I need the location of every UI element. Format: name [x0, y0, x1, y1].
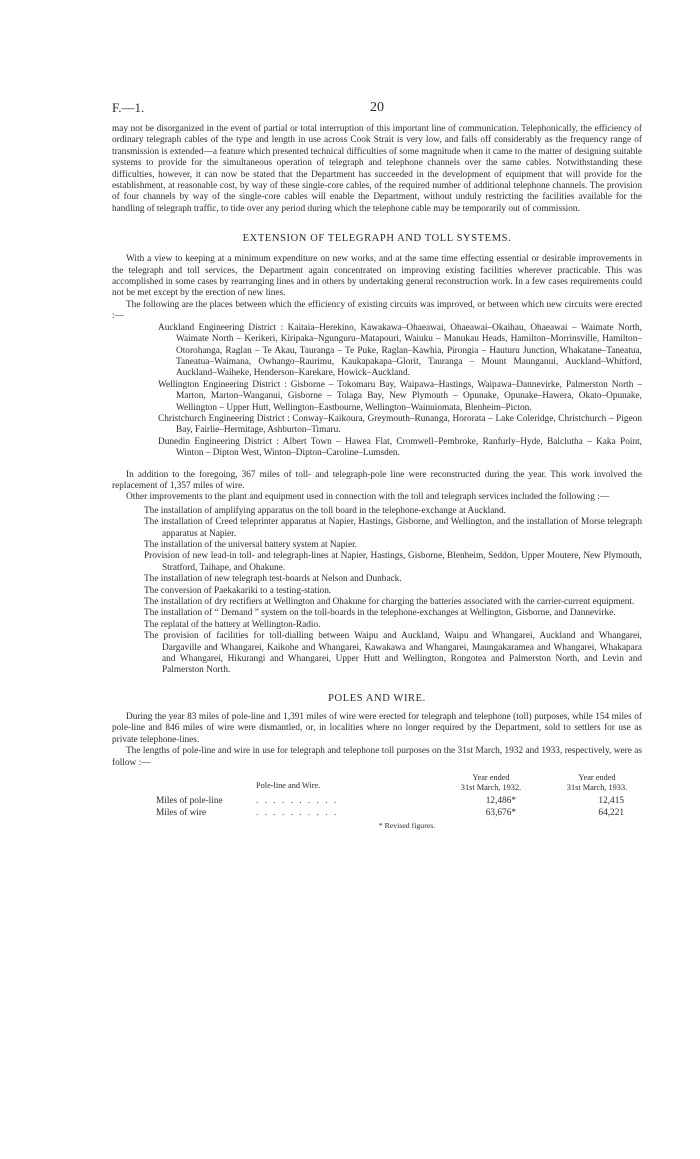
table-row — [156, 796, 642, 807]
row-label: Miles of wire — [156, 807, 207, 818]
section-title-poles-and-wire: POLES AND WIRE. — [328, 692, 426, 704]
district-auckland: Auckland Engineering District : Kaitaia–Herekino, Kawakawa–Ohaeawai, Ohaeawai–Okaihau, Ohaeawai – Waimate North, Waimate North – Kerikeri, Kiripaka–Ngunguru–Matapouri, Waiuku – Manukau Heads, Hamilton–Morrinsville, Hamilton–Otorohanga, Raglan – Te Akau, Tauranga – Te Puke, Raglan–Kawhia, Pirongia – Hauturu Junction, Whakatane–Taneatua, Taneatua–Waimana, Owhango–Raurimu, Kaukapakapa–Glorit, Tauranga – Mount Maunganui, Auckland–Whitford, Auckland–Waiheke, Henderson–Karekare, Howick–Auckland. — [158, 322, 642, 379]
table-header-1933-line1: Year ended — [578, 772, 616, 782]
improvement-item: The provision of facilities for toll-dialling between Waipu and Auckland, Waipu and Whangarei, Auckland and Whangarei, Dargaville and Whangarei, Kaikohe and Whangarei, Kawakawa and Whangarei, Maungakaramea and Whangarei, Whakapara and Whangarei, Hikurangi and Whangarei, Upper Hutt and Wellington, Rongotea and Palmerston North, and Levin and Palmerston North. — [144, 631, 642, 676]
improvement-item: The installation of Creed teleprinter apparatus at Napier, Hastings, Gisborne, and Wellington, and the installation of Morse telegraph apparatus at Napier. — [144, 517, 642, 539]
extension-paragraph-1: With a view to keeping at a minimum expenditure on new works, and at the same time effecting essential or desirable improvements in the telegraph and toll services, the Department again concentrated on improving existing facilities wherever practicable. This was accomplished in some cases by rearranging lines and in others by undertaking general reconstruction work. In a few cases requirements could not be met except by the erection of new lines. — [112, 254, 642, 299]
improvement-item: The installation of the universal battery system at Napier. — [144, 540, 357, 550]
table-header-1932 — [446, 773, 536, 792]
row-leader-dots: . . . . . . . . . . — [256, 807, 339, 818]
row-value-1932: 12,486* — [485, 795, 516, 806]
poles-paragraph-2: The lengths of pole-line and wire in use for telegraph and telephone toll purposes on the 31st March, 1932 and 1933, respectively, were as follow :— — [112, 746, 642, 768]
improvement-item: The replatal of the battery at Wellington-Radio. — [144, 619, 321, 630]
row-value-1932: 63,676* — [485, 807, 516, 818]
pole-wire-table — [156, 769, 642, 821]
engineering-districts-list — [158, 323, 642, 460]
section-title-extension: EXTENSION OF TELEGRAPH AND TOLL SYSTEMS. — [242, 233, 512, 245]
row-leader-dots: . . . . . . . . . . — [256, 795, 339, 806]
improvement-item: Provision of new lead-in toll- and telegraph-lines at Napier, Hastings, Gisborne, Blenheim, Seddon, Upper Moutere, New Plymouth, Stratford, Taihape, and Ohakune. — [144, 551, 642, 573]
district-christchurch: Christchurch Engineering District : Conway–Kaikoura, Greymouth–Runanga, Hororata – Lake Coleridge, Christchurch – Pigeon Bay, Fairlie–Hermitage, Ashburton–Timaru. — [158, 413, 642, 436]
district-wellington: Wellington Engineering District : Gisborne – Tokomaru Bay, Waipawa–Hastings, Waipawa–Dannevirke, Palmerston North – Marton, Marton–Wanganui, Gisborne – Tolaga Bay, New Plymouth – Opunake, Opunake–Hawera, Okato–Opunake, Wellington – Upper Hutt, Wellington–Eastbourne, Wellington–Wainuiomata, Blenheim–Picton. — [158, 379, 642, 413]
improvement-item: The installation of “ Demand ” system on the toll-boards in the telephone-exchanges at Wellington, Gisborne, and Dannevirke. — [144, 608, 616, 619]
improvement-item: The installation of dry rectifiers at Wellington and Ohakune for charging the batteries associated with the carrier-current equipment. — [144, 597, 635, 608]
improvement-item: The installation of new telegraph test-boards at Nelson and Dunback. — [144, 574, 402, 585]
row-value-1933: 12,415 — [598, 795, 624, 806]
extension-paragraph-3: In addition to the foregoing, 367 miles of toll- and telegraph-pole line were reconstructed during the year. This work involved the replacement of 1,357 miles of wire. — [112, 469, 642, 491]
improvements-list — [144, 506, 642, 677]
table-header-1932-line1: Year ended — [472, 772, 510, 782]
document-reference: F.—1. — [112, 100, 145, 115]
improvement-item: The installation of amplifying apparatus on the toll board in the telephone-exchange at Auckland. — [144, 505, 506, 516]
poles-paragraph-1: During the year 83 miles of pole-line and 1,391 miles of wire were erected for telegraph and telephone (toll) purposes, while 154 miles of pole-line and 846 miles of wire were dismantled, or, in localities where no longer required by the Department, sold to settlers for use as private telephone-lines. — [112, 711, 642, 745]
table-header-1933 — [552, 773, 642, 792]
table-header-1933-line2: 31st March, 1933. — [566, 782, 628, 792]
document-page — [112, 100, 642, 830]
page-number: 20 — [370, 100, 384, 115]
table-footnote: * Revised figures. — [378, 820, 436, 830]
table-row — [156, 808, 642, 819]
row-value-1933: 64,221 — [598, 807, 624, 818]
row-label: Miles of pole-line — [156, 795, 223, 806]
page-header — [112, 100, 642, 122]
table-header-1932-line2: 31st March, 1932. — [460, 782, 522, 792]
table-header-category: Pole-line and Wire. — [256, 780, 321, 790]
improvement-item: The conversion of Paekakariki to a testing-station. — [144, 585, 332, 596]
intro-paragraph: may not be disorganized in the event of partial or total interruption of this important line of communication. Telephonically, the efficiency of ordinary telegraph cables of the type and length in use across Cook Strait is very low, and falls off considerably as the frequency range of transmission is extended—a feature which presented technical difficulties of some magnitude when it came to the matter of designing suitable systems to provide for the simultaneous operation of telegraph and telephone channels over the same cables. Notwithstanding these difficulties, however, it can now be stated that the Department has succeeded in the development of equipment that will provide for the establishment, at reasonable cost, by way of these single-core cables, of the required number of additional telephone channels. The provision of four channels by way of the single-core cables will enable the Department, without unduly restricting the facilities available for the handling of telegraph traffic, to tide over any period during which the telephone cable may be temporarily out of commission. — [112, 124, 642, 214]
extension-paragraph-4: Other improvements to the plant and equipment used in connection with the toll and telegraph services included the following :— — [126, 492, 610, 503]
district-dunedin: Dunedin Engineering District : Albert Town – Hawea Flat, Cromwell–Pembroke, Ranfurly–Hyde, Balclutha – Kaka Point, Winton – Dipton West, Winton–Dipton–Caroline–Lumsden. — [158, 436, 642, 459]
extension-paragraph-2: The following are the places between which the efficiency of existing circuits was improved, or between which new circuits were erected :— — [112, 299, 642, 322]
